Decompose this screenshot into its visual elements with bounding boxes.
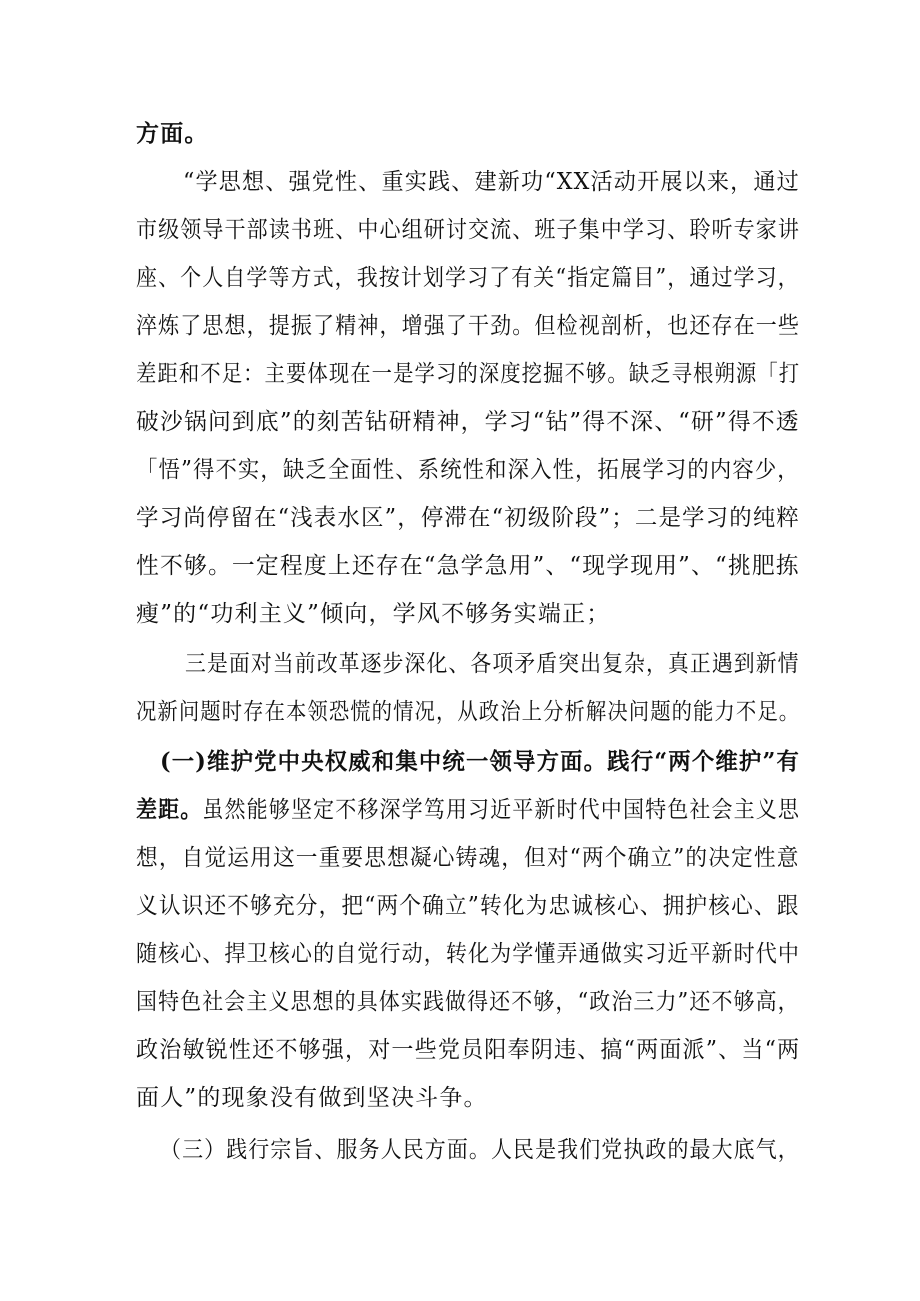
text-line-8: 「悟”得不实，缺乏全面性、系统性和深入性，拓展学习的内容少， <box>136 457 800 483</box>
text-line-20: 政治敏锐性还不够强，对一些党员阳奉阴违、搞“两面派”、当“两 <box>136 1037 801 1063</box>
section-heading-1-end: 差距。 <box>136 796 203 823</box>
text-line-21: 面人”的现象没有做到坚决斗争。 <box>136 1085 488 1111</box>
text-line-2: “学思想、强党性、重实践、建新功“XX活动开展以来，通过 <box>183 169 800 195</box>
text-line-12: 三是面对当前改革逐步深化、各项矛盾突出复杂，真正遇到新情 <box>185 651 800 677</box>
text-line-7: 破沙锅问到底”的刻苦钻研精神，学习“钻”得不深、“研”得不透 <box>136 409 800 435</box>
text-line-9: 学习尚停留在“浅表水区”，停滞在“初级阶段”；二是学习的纯粹 <box>136 505 801 531</box>
text-line-5: 淬炼了思想，提振了精神，增强了干劲。但检视剖析，也还存在一些 <box>136 313 800 339</box>
text-line-1: 方面。 <box>136 120 209 147</box>
section-heading-1: (一)维护党中央权威和集中统一领导方面。践行“两个维护”有 <box>160 748 801 775</box>
text-line-15-rest: 虽然能够坚定不移深学笃用习近平新时代中国特色社会主义思 <box>202 797 801 823</box>
text-line-4: 座、个人自学等方式，我按计划学习了有关“指定篇目”，通过学习， <box>136 265 800 291</box>
text-line-13: 况新问题时存在本领恐慌的情况，从政治上分析解决问题的能力不足。 <box>136 699 801 725</box>
text-line-17: 义认识还不够充分，把“两个确立”转化为忠诚核心、拥护核心、跟 <box>136 893 800 919</box>
text-line-10: 性不够。一定程度上还存在“急学急用”、“现学现用”、“挑肥拣 <box>136 553 800 579</box>
text-line-15 <box>136 794 800 826</box>
text-line-6: 差距和不足：主要体现在一是学习的深度挖掘不够。缺乏寻根朔源「打 <box>136 361 801 387</box>
text-line-18: 随核心、捍卫核心的自觉行动，转化为学懂弄通做实习近平新时代中 <box>136 941 800 967</box>
text-line-16: 想，自觉运用这一重要思想凝心铸魂，但对“两个确立”的决定性意 <box>136 845 800 871</box>
text-line-3: 市级领导干部读书班、中心组研讨交流、班子集中学习、聆听专家讲 <box>136 217 800 243</box>
text-line-11: 瘦”的“功利主义”倾向，学风不够务实端正； <box>136 601 611 627</box>
text-line-19: 国特色社会主义思想的具体实践做得还不够，“政治三力”还不够高， <box>136 989 800 1015</box>
text-line-22: （三）践行宗旨、服务人民方面。人民是我们党执政的最大底气， <box>160 1137 800 1163</box>
